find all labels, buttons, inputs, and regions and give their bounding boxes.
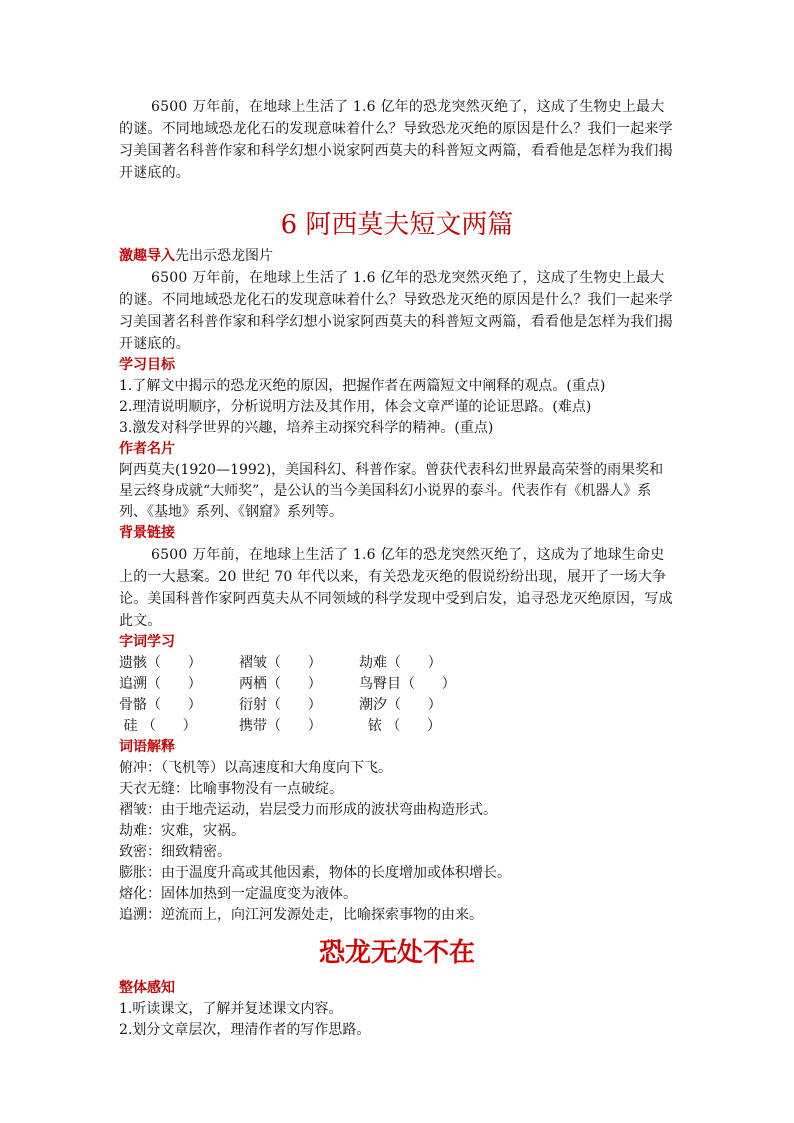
document-page	[119, 96, 675, 1041]
vocab-grid	[119, 653, 675, 737]
goal-item: 3.激发对科学世界的兴趣，培养主动探究科学的精神。(重点)	[119, 420, 494, 436]
vocab-item: 追溯（ ）	[119, 676, 202, 692]
glossary-item: 天衣无缝：比喻事物没有一点破绽。	[119, 781, 343, 797]
lesson-title: 6 阿西莫夫短文两篇	[280, 210, 514, 240]
vocab-item: 褶皱（ ）	[239, 655, 322, 671]
glossary-item: 俯冲：（飞机等）以高速度和大角度向下飞。	[119, 760, 392, 776]
vocab-item: 遗骸（ ）	[119, 655, 202, 671]
vocab-item: 铱 （ ）	[359, 718, 442, 734]
vocab-item: 骨骼（ ）	[119, 697, 202, 713]
glossary-item: 褶皱：由于地壳运动，岩层受力而形成的波状弯曲构造形式。	[119, 802, 497, 818]
goals-heading: 学习目标	[119, 357, 175, 373]
overall-item: 2.划分文章层次，理清作者的写作思路。	[119, 1022, 371, 1038]
glossary-item: 劫难：灾难，灾祸。	[119, 823, 245, 839]
vocab-item: 劫难（ ）	[359, 655, 442, 671]
lead-in-heading: 激趣导入	[119, 248, 175, 264]
lead-in-paragraph: 6500 万年前，在地球上生活了 1.6 亿年的恐龙突然灭绝了，这成了生物史上最大的谜。不同地域恐龙化石的发现意味着什么？导致恐龙灭绝的原因是什么？我们一起来学习美国著名科普作家和科学幻想小说家阿西莫夫的科普短文两篇，看看他是怎样为我们揭开谜底的。	[119, 270, 673, 352]
vocab-heading: 字词学习	[119, 634, 175, 650]
glossary-item: 追溯：逆流而上，向江河发源处走，比喻探索事物的由来。	[119, 907, 483, 923]
lead-in-text: 先出示恐龙图片	[175, 248, 273, 264]
background-heading: 背景链接	[119, 525, 175, 541]
vocab-item: 两栖（ ）	[239, 676, 322, 692]
glossary-heading: 词语解释	[119, 739, 175, 755]
glossary-item: 熔化：固体加热到一定温度变为液体。	[119, 886, 357, 902]
goal-item: 2.理清说明顺序，分析说明方法及其作用，体会文章严谨的论证思路。(难点)	[119, 399, 592, 415]
intro-paragraph: 6500 万年前，在地球上生活了 1.6 亿年的恐龙突然灭绝了，这成了生物史上最大的谜。不同地域恐龙化石的发现意味着什么？导致恐龙灭绝的原因是什么？我们一起来学习美国著名科普作家和科学幻想小说家阿西莫夫的科普短文两篇，看看他是怎样为我们揭开谜底的。	[119, 99, 673, 181]
vocab-item: 衍射（ ）	[239, 697, 322, 713]
background-text: 6500 万年前，在地球上生活了 1.6 亿年的恐龙突然灭绝了，这成为了地球生命史上的一大悬案。20 世纪 70 年代以来，有关恐龙灭绝的假说纷纷出现，展开了一场大争论。美国科普作家阿西莫夫从不同领域的科学发现中受到启发，追寻恐龙灭绝原因，写成此文。	[119, 547, 673, 629]
overall-heading: 整体感知	[119, 980, 175, 996]
section-title: 恐龙无处不在	[318, 938, 475, 968]
overall-item: 1.听读课文，了解并复述课文内容。	[119, 1001, 343, 1017]
author-heading: 作者名片	[119, 441, 175, 457]
goal-item: 1.了解文中揭示的恐龙灭绝的原因，把握作者在两篇短文中阐释的观点。(重点)	[119, 378, 606, 394]
author-text: 阿西莫夫(1920—1992)，美国科幻、科普作家。曾获代表科幻世界最高荣誉的雨果奖和星云终身成就“大师奖”，是公认的当今美国科幻小说界的泰斗。代表作有《机器人》系列、《基地》系列、《钢窟》系列等。	[119, 462, 664, 520]
lead-in-line	[119, 246, 675, 267]
vocab-item: 鸟臀目（ ）	[359, 676, 456, 692]
vocab-item: 潮汐（ ）	[359, 697, 442, 713]
glossary-item: 膨胀：由于温度升高或其他因素，物体的长度增加或体积增长。	[119, 865, 511, 881]
glossary-item: 致密：细致精密。	[119, 844, 231, 860]
vocab-item: 携带（ ）	[239, 718, 322, 734]
vocab-item: 硅 （ ）	[119, 718, 197, 734]
